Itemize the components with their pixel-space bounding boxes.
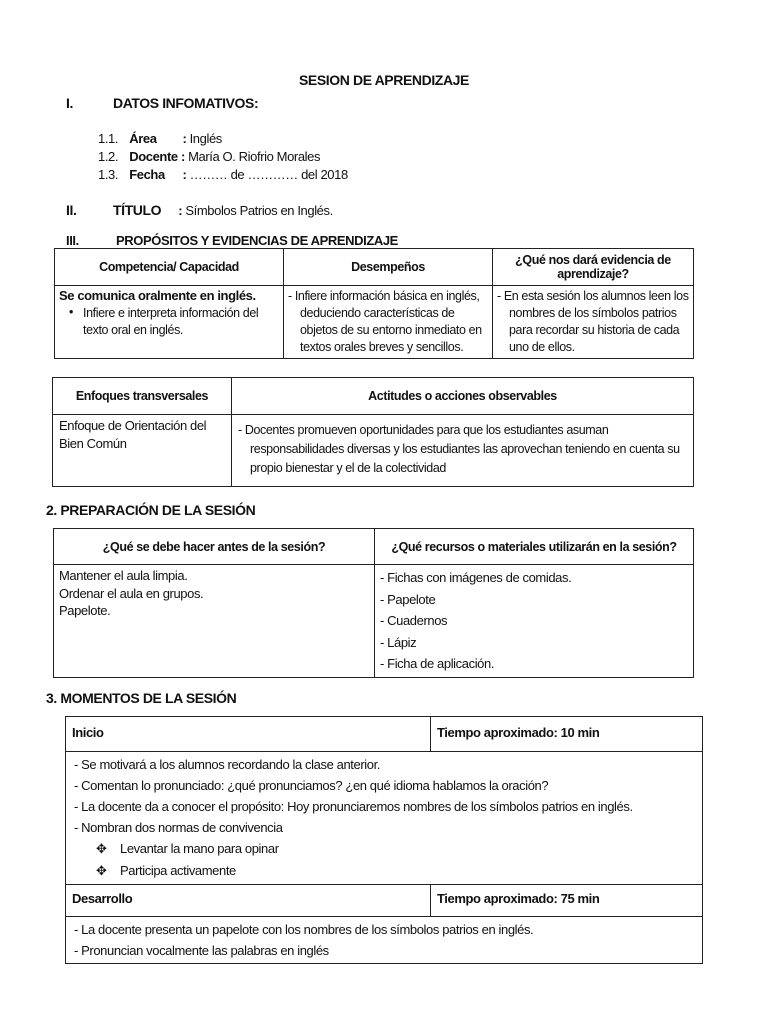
section1-number: I.: [66, 95, 73, 111]
item-sep: :: [182, 167, 187, 182]
capacidad-item: [59, 305, 279, 339]
desarrollo-label: Desarrollo: [66, 885, 431, 917]
dash-icon: -: [380, 613, 388, 628]
titulo-sep: :: [178, 203, 183, 218]
dash-icon: -: [380, 656, 388, 671]
recurso-item: - Ficha de aplicación.: [380, 656, 495, 671]
diamond-star-icon: ✥: [96, 863, 107, 878]
dash-icon: -: [380, 591, 388, 607]
dash-icon: -: [380, 634, 388, 650]
item-num: 1.1.: [98, 131, 119, 146]
item-sep: :: [180, 149, 185, 164]
item-sep: :: [182, 131, 187, 146]
recurso-item: - Cuadernos: [380, 613, 448, 628]
capacidad-text: Infiere e interpreta información del texto oral en inglés.: [83, 306, 259, 337]
inicio-item: - Comentan lo pronunciado: ¿qué pronunciamos? ¿en qué idioma hablamos la oración?: [74, 778, 549, 793]
dash-icon: -: [74, 820, 82, 835]
actitud-text: - Docentes promueven oportunidades para que los estudiantes asuman responsabilidades diversas y los estudiantes las aprovechan teniendo en cuenta su propio bienestar y el de la colectividad: [238, 423, 680, 475]
recurso-item: - Lápiz: [380, 634, 417, 650]
inicio-item: - Nombran dos normas de convivencia: [74, 820, 283, 835]
document-title: SESION DE APRENDIZAJE: [298, 72, 469, 88]
competencia-text: Se comunica oralmente en inglés.: [59, 288, 256, 303]
dash-icon: -: [74, 943, 82, 958]
titulo-label: TÍTULO: [113, 202, 162, 218]
dash-icon: -: [288, 289, 295, 303]
section3-number: III.: [66, 233, 79, 248]
cell-enfoque: Enfoque de Orientación del Bien Común: [53, 415, 232, 487]
antes-item: Mantener el aula limpia.: [59, 568, 188, 583]
section2-line: [113, 202, 333, 218]
inicio-label: Inicio: [66, 717, 431, 752]
section1-heading: DATOS INFOMATIVOS:: [113, 95, 259, 111]
propositos-table: [54, 248, 694, 359]
preparacion-table: [53, 528, 694, 678]
item-value: María O. Riofrio Morales: [188, 149, 321, 164]
cell-antes: [54, 565, 375, 678]
cell-evidencia: [493, 286, 694, 359]
dash-icon: -: [74, 799, 82, 814]
cell-competencia: [55, 286, 284, 359]
item-num: 1.2.: [98, 149, 119, 164]
norma-item: ✥ Levantar la mano para opinar: [66, 838, 702, 860]
desarrollo-item: - Pronuncian vocalmente las palabras en inglés: [74, 943, 329, 958]
titulo-value: Símbolos Patrios en Inglés.: [185, 203, 333, 218]
header-recursos: ¿Qué recursos o materiales utilizarán en la sesión?: [375, 529, 694, 565]
dash-icon: -: [380, 570, 388, 585]
cell-desempeno: [284, 286, 493, 359]
antes-item: Papelote.: [59, 603, 111, 618]
inicio-item: - La docente da a conocer el propósito: Hoy pronunciaremos nombres de los símbolos patrios en inglés.: [74, 799, 633, 814]
section2-number: II.: [66, 202, 77, 218]
item-label: Área: [129, 131, 157, 146]
header-antes: ¿Qué se debe hacer antes de la sesión?: [54, 529, 375, 565]
item-label: Docente: [129, 149, 178, 164]
inicio-item: - Se motivará a los alumnos recordando la clase anterior.: [74, 757, 380, 772]
preparacion-heading: 2. PREPARACIÓN DE LA SESIÓN: [46, 502, 256, 518]
section3-heading: PROPÓSITOS Y EVIDENCIAS DE APRENDIZAJE: [116, 233, 398, 248]
dash-icon: -: [74, 922, 82, 937]
evidencia-text: - En esta sesión los alumnos leen los nombres de los símbolos patrios para recordar su historia de cada uno de ellos.: [497, 289, 689, 354]
dash-icon: -: [497, 289, 504, 303]
item-label: Fecha: [129, 167, 165, 182]
header-evidencia: ¿Qué nos dará evidencia de aprendizaje?: [493, 249, 694, 286]
item-value: ……… de ………… del 2018: [189, 167, 348, 182]
header-enfoques: Enfoques transversales: [53, 378, 232, 415]
datos-item-docente: [98, 148, 348, 166]
enfoques-table: [52, 377, 694, 487]
dash-icon: -: [238, 423, 245, 437]
desarrollo-time: Tiempo aproximado: 75 min: [431, 885, 703, 917]
datos-list: [98, 130, 348, 184]
norma-item: ✥ Participa activamente: [66, 860, 702, 882]
header-actitudes: Actitudes o acciones observables: [232, 378, 694, 415]
header-desempenos: Desempeños: [284, 249, 493, 286]
inicio-time: Tiempo aproximado: 10 min: [431, 717, 703, 752]
recurso-item: - Fichas con imágenes de comidas.: [380, 570, 572, 585]
dash-icon: -: [74, 778, 82, 793]
header-competencia: Competencia/ Capacidad: [55, 249, 284, 286]
diamond-star-icon: ✥: [96, 841, 107, 856]
desarrollo-content: [66, 917, 703, 964]
desempeno-text: - Infiere información básica en inglés, deduciendo características de objetos de su entorno inmediato en textos orales breves y sencillos.: [288, 289, 482, 354]
datos-item-fecha: [98, 166, 348, 184]
inicio-content: [66, 752, 703, 885]
momentos-table: [65, 716, 703, 964]
dash-icon: -: [74, 757, 82, 772]
desarrollo-item: - La docente presenta un papelote con los nombres de los símbolos patrios en inglés.: [74, 922, 534, 937]
item-num: 1.3.: [98, 167, 119, 182]
cell-recursos: [375, 565, 694, 678]
cell-actitud: [232, 415, 694, 487]
item-value: Inglés: [189, 131, 222, 146]
datos-item-area: [98, 130, 348, 148]
antes-item: Ordenar el aula en grupos.: [59, 585, 204, 601]
bullet-icon: •: [69, 305, 73, 319]
momentos-heading: 3. MOMENTOS DE LA SESIÓN: [46, 690, 237, 706]
recurso-item: - Papelote: [380, 591, 436, 607]
